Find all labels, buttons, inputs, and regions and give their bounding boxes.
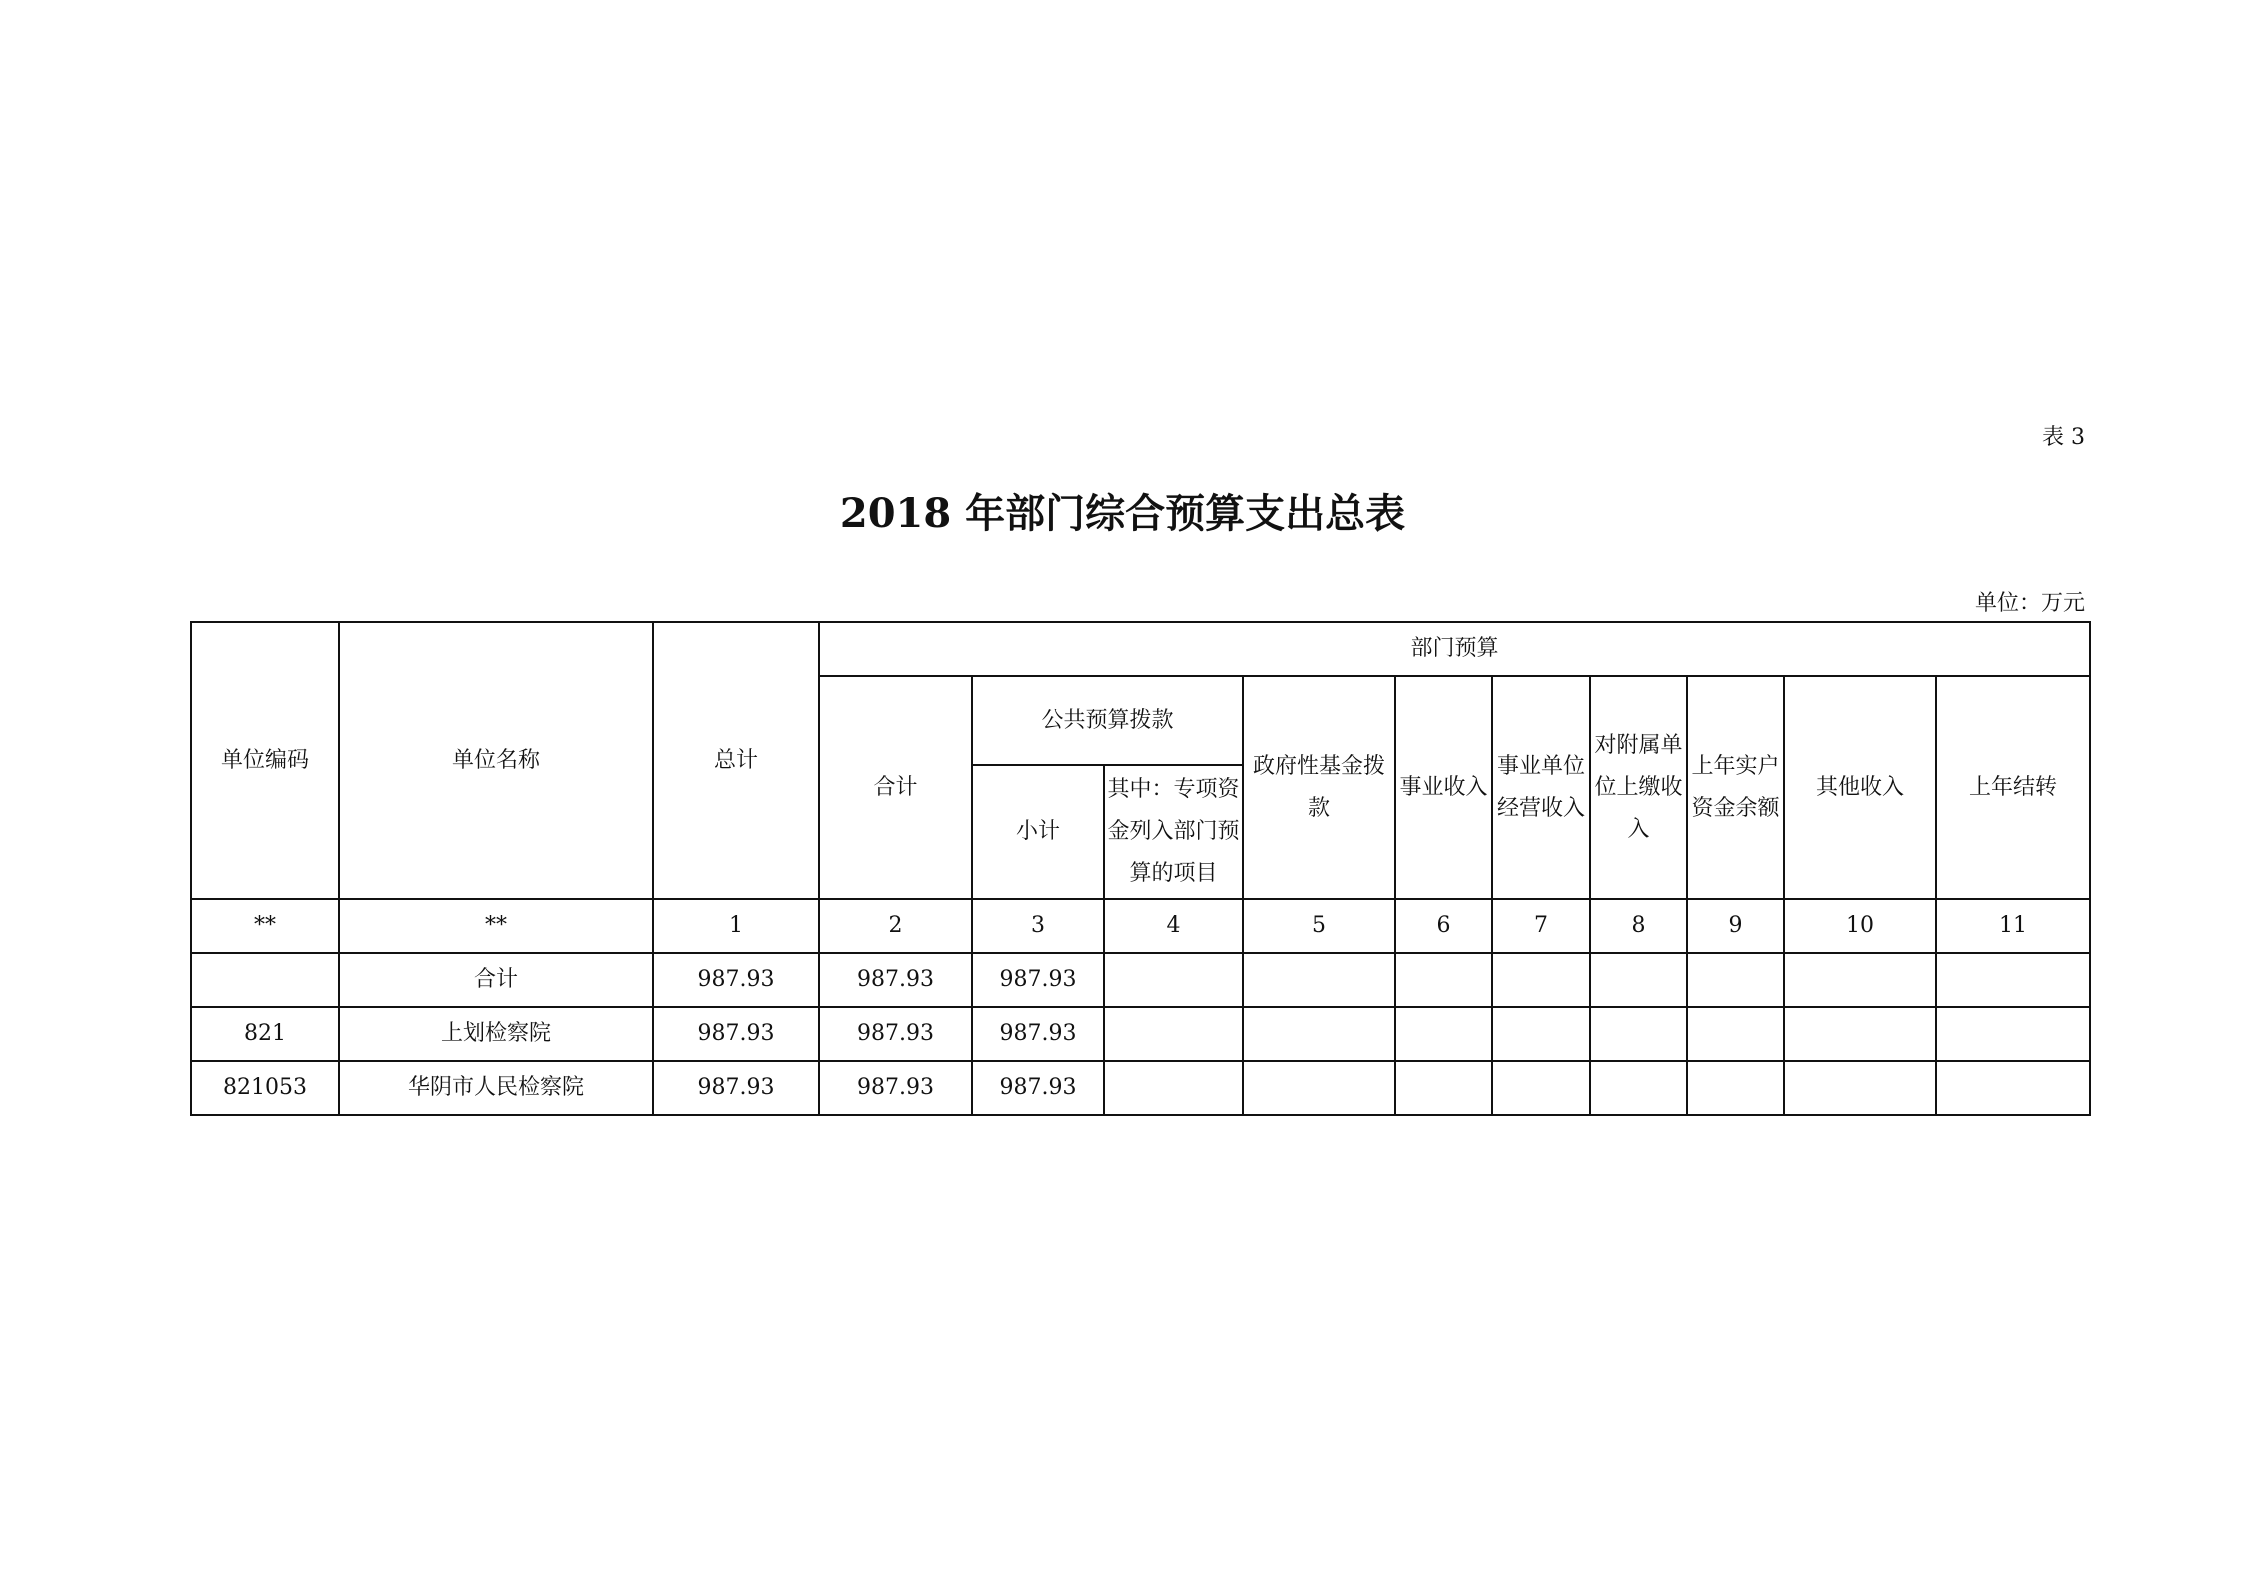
empty-cell — [1687, 1007, 1784, 1061]
empty-cell — [1104, 1061, 1243, 1115]
header-total: 总计 — [653, 622, 819, 899]
unit-label: 单位：万元 — [1974, 591, 2085, 616]
header-other-income: 其他收入 — [1784, 676, 1936, 899]
header-unit-code: 单位编码 — [191, 622, 339, 899]
empty-cell — [1492, 953, 1590, 1007]
empty-cell — [1936, 953, 2090, 1007]
empty-cell — [1784, 1007, 1936, 1061]
header-unit-name: 单位名称 — [339, 622, 653, 899]
header-heji: 合计 — [819, 676, 972, 899]
header-subtotal: 小计 — [972, 765, 1104, 899]
empty-cell — [1492, 1007, 1590, 1061]
header-gov-fund: 政府性基金拨款 — [1243, 676, 1395, 899]
header-special-items: 其中：专项资金列入部门预算的项目 — [1104, 765, 1243, 899]
header-dept-budget: 部门预算 — [819, 622, 2090, 676]
empty-cell — [1936, 1061, 2090, 1115]
empty-cell — [1590, 953, 1687, 1007]
header-business-income: 事业收入 — [1395, 676, 1492, 899]
index-cell: ** — [191, 899, 339, 953]
index-cell: 10 — [1784, 899, 1936, 953]
header-affiliated-income: 对附属单位上缴收入 — [1590, 676, 1687, 899]
subtotal-cell: 987.93 — [972, 1007, 1104, 1061]
subtotal-cell: 987.93 — [972, 953, 1104, 1007]
empty-cell — [1590, 1061, 1687, 1115]
index-cell: 2 — [819, 899, 972, 953]
total-cell: 987.93 — [653, 953, 819, 1007]
unit-name-cell: 上划检察院 — [339, 1007, 653, 1061]
budget-table — [190, 621, 2091, 1116]
page-title: 2018 年部门综合预算支出总表 — [839, 490, 1406, 537]
empty-cell — [1687, 1061, 1784, 1115]
heji-cell: 987.93 — [819, 1061, 972, 1115]
empty-cell — [1936, 1007, 2090, 1061]
total-cell: 987.93 — [653, 1007, 819, 1061]
unit-code-cell: 821 — [191, 1007, 339, 1061]
total-cell: 987.93 — [653, 1061, 819, 1115]
unit-code-cell: 821053 — [191, 1061, 339, 1115]
heji-cell: 987.93 — [819, 1007, 972, 1061]
empty-cell — [1492, 1061, 1590, 1115]
header-public-budget: 公共预算拨款 — [972, 676, 1243, 765]
empty-cell — [1243, 1007, 1395, 1061]
index-cell: 7 — [1492, 899, 1590, 953]
header-carryover: 上年结转 — [1936, 676, 2090, 899]
empty-cell — [1784, 1061, 1936, 1115]
index-cell: 6 — [1395, 899, 1492, 953]
unit-code-cell — [191, 953, 339, 1007]
heji-cell: 987.93 — [819, 953, 972, 1007]
empty-cell — [1590, 1007, 1687, 1061]
index-cell: 3 — [972, 899, 1104, 953]
index-cell: 5 — [1243, 899, 1395, 953]
empty-cell — [1243, 1061, 1395, 1115]
table-row — [191, 953, 2090, 1007]
empty-cell — [1104, 953, 1243, 1007]
empty-cell — [1784, 953, 1936, 1007]
header-account-balance: 上年实户资金余额 — [1687, 676, 1784, 899]
index-cell: ** — [339, 899, 653, 953]
subtotal-cell: 987.93 — [972, 1061, 1104, 1115]
index-cell: 4 — [1104, 899, 1243, 953]
table-row — [191, 1007, 2090, 1061]
empty-cell — [1104, 1007, 1243, 1061]
empty-cell — [1395, 1061, 1492, 1115]
unit-name-cell: 合计 — [339, 953, 653, 1007]
index-cell: 8 — [1590, 899, 1687, 953]
empty-cell — [1395, 1007, 1492, 1061]
header-business-ops-income: 事业单位经营收入 — [1492, 676, 1590, 899]
empty-cell — [1395, 953, 1492, 1007]
index-cell: 11 — [1936, 899, 2090, 953]
empty-cell — [1687, 953, 1784, 1007]
unit-name-cell: 华阴市人民检察院 — [339, 1061, 653, 1115]
index-row — [191, 899, 2090, 953]
index-cell: 1 — [653, 899, 819, 953]
table-row — [191, 1061, 2090, 1115]
empty-cell — [1243, 953, 1395, 1007]
index-cell: 9 — [1687, 899, 1784, 953]
table-number-label: 表 3 — [2042, 425, 2085, 450]
